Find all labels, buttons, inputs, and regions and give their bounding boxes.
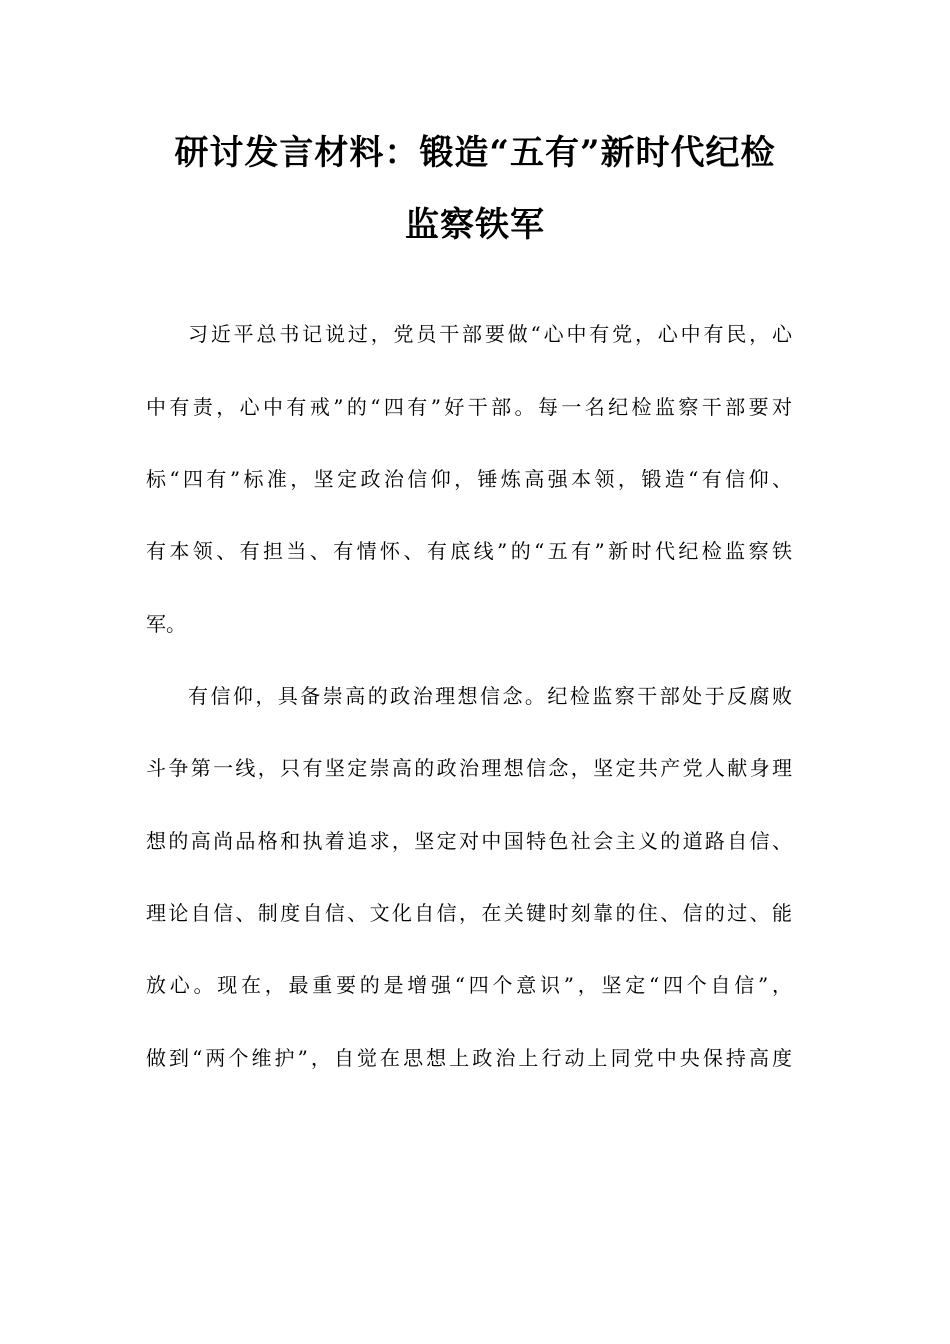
paragraph-1-line-4: 有本领、有担当、有情怀、有底线”的“五有”新时代纪检监察铁 xyxy=(146,539,792,563)
paragraph-1-line-3: 标“四有”标准，坚定政治信仰，锤炼高强本领，锻造“有信仰、 xyxy=(146,467,792,491)
paragraph-2-line-1: 有信仰，具备崇高的政治理想信念。纪检监察干部处于反腐败 xyxy=(188,684,792,708)
paragraph-2-line-6: 做到“两个维护”，自觉在思想上政治上行动上同党中央保持高度 xyxy=(146,1046,792,1070)
document-title-line-2: 监察铁军 xyxy=(405,205,545,245)
paragraph-2-line-4: 理论自信、制度自信、文化自信，在关键时刻靠的住、信的过、能 xyxy=(146,901,792,925)
document-title-line-1: 研讨发言材料：锻造“五有”新时代纪检 xyxy=(174,133,776,173)
paragraph-2-line-2: 斗争第一线，只有坚定崇高的政治理想信念，坚定共产党人献身理 xyxy=(146,756,792,780)
paragraph-1-line-1: 习近平总书记说过，党员干部要做“心中有党，心中有民，心 xyxy=(188,322,792,346)
paragraph-2-line-3: 想的高尚品格和执着追求，坚定对中国特色社会主义的道路自信、 xyxy=(146,829,792,853)
paragraph-1-line-2: 中有责，心中有戒”的“四有”好干部。每一名纪检监察干部要对 xyxy=(146,395,792,419)
paragraph-2-line-5: 放心。现在，最重要的是增强“四个意识”，坚定“四个自信”， xyxy=(146,973,792,997)
paragraph-1-line-5: 军。 xyxy=(146,612,186,636)
